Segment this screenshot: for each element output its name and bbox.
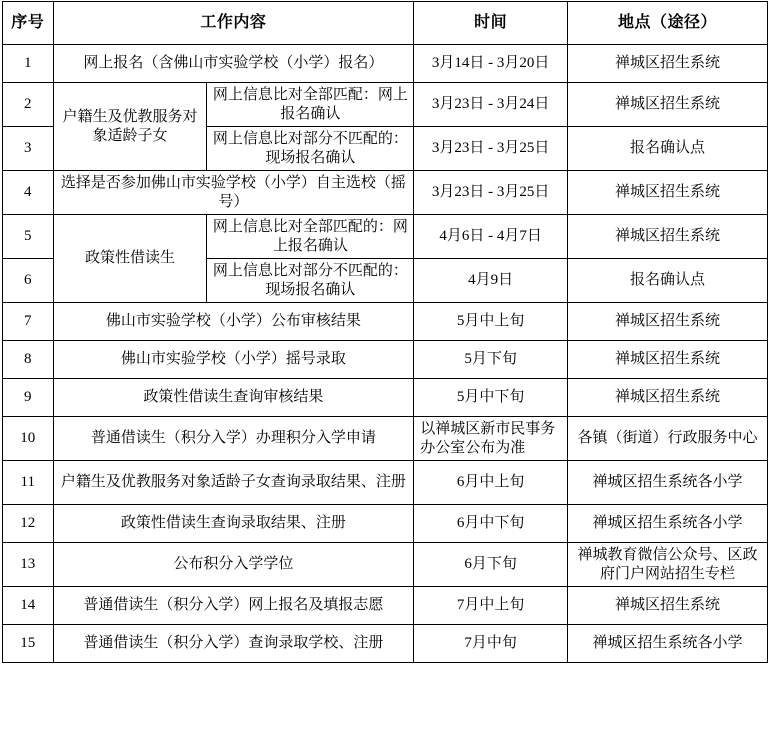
table-row bbox=[3, 625, 768, 663]
row-place: 报名确认点 bbox=[568, 127, 768, 171]
row-time: 7月中上旬 bbox=[414, 587, 568, 625]
row-number: 4 bbox=[3, 171, 54, 215]
row-number: 9 bbox=[3, 379, 54, 417]
row-number: 12 bbox=[3, 505, 54, 543]
row-work-content: 政策性借读生 bbox=[53, 215, 207, 303]
row-time: 6月中上旬 bbox=[414, 461, 568, 505]
row-place: 禅城区招生系统 bbox=[568, 83, 768, 127]
table-row bbox=[3, 83, 768, 127]
row-number: 5 bbox=[3, 215, 54, 259]
row-number: 6 bbox=[3, 259, 54, 303]
row-work-content: 普通借读生（积分入学）网上报名及填报志愿 bbox=[53, 587, 414, 625]
row-place: 报名确认点 bbox=[568, 259, 768, 303]
row-number: 7 bbox=[3, 303, 54, 341]
table-row bbox=[3, 543, 768, 587]
row-number: 10 bbox=[3, 417, 54, 461]
row-work-detail: 网上信息比对全部匹配：网上报名确认 bbox=[207, 83, 414, 127]
row-place: 各镇（街道）行政服务中心 bbox=[568, 417, 768, 461]
row-work-content: 户籍生及优教服务对象适龄子女查询录取结果、注册 bbox=[53, 461, 414, 505]
row-work-content: 普通借读生（积分入学）查询录取学校、注册 bbox=[53, 625, 414, 663]
table-row bbox=[3, 587, 768, 625]
row-time: 3月23日 - 3月25日 bbox=[414, 127, 568, 171]
row-time: 4月6日 - 4月7日 bbox=[414, 215, 568, 259]
table-row bbox=[3, 215, 768, 259]
row-time: 5月中下旬 bbox=[414, 379, 568, 417]
row-number: 2 bbox=[3, 83, 54, 127]
row-work-content: 网上报名（含佛山市实验学校（小学）报名） bbox=[53, 45, 414, 83]
row-number: 14 bbox=[3, 587, 54, 625]
table-row bbox=[3, 303, 768, 341]
row-work-content: 政策性借读生查询审核结果 bbox=[53, 379, 414, 417]
row-place: 禅城区招生系统 bbox=[568, 45, 768, 83]
row-place: 禅城教育微信公众号、区政府门户网站招生专栏 bbox=[568, 543, 768, 587]
document-page bbox=[0, 1, 770, 738]
row-number: 1 bbox=[3, 45, 54, 83]
row-number: 15 bbox=[3, 625, 54, 663]
row-number: 13 bbox=[3, 543, 54, 587]
row-place: 禅城区招生系统 bbox=[568, 587, 768, 625]
row-place: 禅城区招生系统各小学 bbox=[568, 505, 768, 543]
row-work-detail: 网上信息比对部分不匹配的：现场报名确认 bbox=[207, 259, 414, 303]
row-work-content: 佛山市实验学校（小学）公布审核结果 bbox=[53, 303, 414, 341]
row-work-content: 普通借读生（积分入学）办理积分入学申请 bbox=[53, 417, 414, 461]
row-place: 禅城区招生系统 bbox=[568, 341, 768, 379]
row-work-content: 政策性借读生查询录取结果、注册 bbox=[53, 505, 414, 543]
row-place: 禅城区招生系统 bbox=[568, 215, 768, 259]
row-number: 8 bbox=[3, 341, 54, 379]
row-work-detail: 网上信息比对全部匹配的：网上报名确认 bbox=[207, 215, 414, 259]
row-time: 以禅城区新市民事务办公室公布为准 bbox=[414, 417, 568, 461]
column-header-no: 序号 bbox=[3, 2, 54, 45]
table-row bbox=[3, 461, 768, 505]
row-time: 3月23日 - 3月25日 bbox=[414, 171, 568, 215]
table-header bbox=[3, 2, 768, 45]
row-time: 5月中上旬 bbox=[414, 303, 568, 341]
row-number: 3 bbox=[3, 127, 54, 171]
row-time: 3月23日 - 3月24日 bbox=[414, 83, 568, 127]
column-header-work: 工作内容 bbox=[53, 2, 414, 45]
row-work-content: 佛山市实验学校（小学）摇号录取 bbox=[53, 341, 414, 379]
table-row bbox=[3, 505, 768, 543]
row-time: 3月14日 - 3月20日 bbox=[414, 45, 568, 83]
row-time: 6月下旬 bbox=[414, 543, 568, 587]
row-place: 禅城区招生系统各小学 bbox=[568, 625, 768, 663]
column-header-place: 地点（途径） bbox=[568, 2, 768, 45]
table-row bbox=[3, 171, 768, 215]
table-row bbox=[3, 379, 768, 417]
table-row bbox=[3, 341, 768, 379]
row-place: 禅城区招生系统各小学 bbox=[568, 461, 768, 505]
table-row bbox=[3, 45, 768, 83]
row-work-content: 公布积分入学学位 bbox=[53, 543, 414, 587]
row-time: 4月9日 bbox=[414, 259, 568, 303]
column-header-time: 时间 bbox=[414, 2, 568, 45]
row-time: 7月中旬 bbox=[414, 625, 568, 663]
row-place: 禅城区招生系统 bbox=[568, 171, 768, 215]
row-work-detail: 网上信息比对部分不匹配的：现场报名确认 bbox=[207, 127, 414, 171]
row-number: 11 bbox=[3, 461, 54, 505]
enrollment-schedule-table bbox=[2, 1, 768, 663]
table-row bbox=[3, 417, 768, 461]
row-place: 禅城区招生系统 bbox=[568, 379, 768, 417]
row-time: 5月下旬 bbox=[414, 341, 568, 379]
row-place: 禅城区招生系统 bbox=[568, 303, 768, 341]
table-header-row bbox=[3, 2, 768, 45]
row-time: 6月中下旬 bbox=[414, 505, 568, 543]
table-body bbox=[3, 45, 768, 663]
row-work-content: 选择是否参加佛山市实验学校（小学）自主选校（摇号） bbox=[53, 171, 414, 215]
row-work-content: 户籍生及优教服务对象适龄子女 bbox=[53, 83, 207, 171]
